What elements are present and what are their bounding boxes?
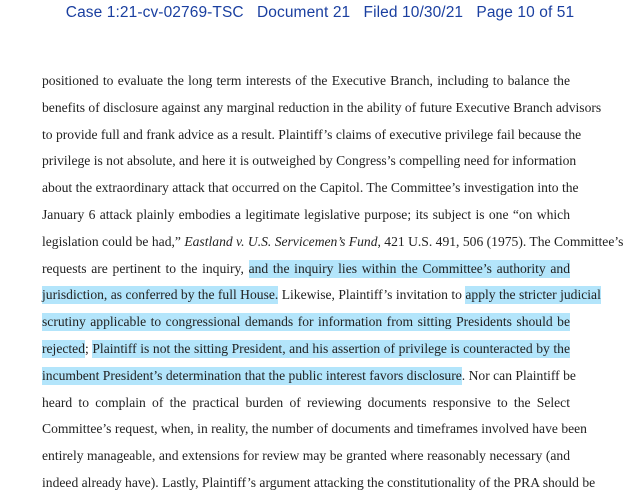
highlighted-text: scrutiny applicable to congressional demands for information from sitting Presidents should be	[42, 314, 570, 330]
text-segment: ;	[85, 340, 93, 356]
text-line	[42, 363, 576, 390]
text-line	[42, 470, 596, 497]
text-segment: benefits of disclosure against any marginal reduction in the ability of future Executive Branch advisors	[42, 99, 602, 115]
text-line	[42, 443, 570, 470]
highlighted-text: incumbent President’s determination that the public interest favors disclosure	[42, 367, 462, 383]
text-segment: Likewise, Plaintiff’s invitation to	[278, 287, 466, 303]
text-segment: about the extraordinary attack that occurred on the Capitol. The Committee’s investigation into the	[42, 180, 579, 196]
text-line	[42, 390, 570, 417]
highlighted-text: apply the stricter judicial	[465, 287, 601, 303]
text-line	[42, 282, 601, 309]
text-segment: to provide full and frank advice as a result. Plaintiff’s claims of executive privilege fail because the	[42, 126, 582, 142]
text-segment: . Nor can Plaintiff be	[461, 367, 576, 383]
text-segment: requests are pertinent to the inquiry,	[42, 260, 249, 276]
text-segment: January 6 attack plainly embodies a legitimate legislative purpose; its subject is one “on which	[42, 206, 570, 222]
text-line	[42, 68, 570, 95]
text-line	[42, 122, 582, 149]
text-segment: legislation could be had,”	[42, 233, 185, 249]
text-segment: privilege is not absolute, and here it is outweighed by Congress’s compelling need for information	[42, 153, 577, 169]
highlighted-text: Plaintiff is not the sitting President, and his assertion of privilege is counteracted by the	[92, 340, 570, 356]
text-line	[42, 175, 579, 202]
text-line	[42, 95, 602, 122]
body-paragraph	[42, 68, 624, 497]
text-segment: entirely manageable, and extensions for review may be granted where reasonably necessary (and	[42, 448, 570, 464]
highlighted-text: and the inquiry lies within the Committee’s authority and	[248, 260, 570, 276]
text-line	[42, 416, 587, 443]
text-line	[42, 256, 570, 283]
document-number: Document 21	[256, 4, 351, 21]
text-line	[42, 336, 570, 363]
highlighted-text: rejected	[42, 340, 86, 356]
page-indicator: Page 10 of 51	[476, 4, 575, 21]
filing-header	[0, 4, 640, 22]
highlighted-text: jurisdiction, as conferred by the full House.	[42, 287, 279, 303]
text-segment: heard to complain of the practical burden of reviewing documents responsive to the Select	[42, 394, 570, 410]
text-line	[42, 229, 624, 256]
text-line	[42, 202, 570, 229]
text-segment: , 421 U.S. 491, 506 (1975). The Committee’s	[377, 233, 624, 249]
case-citation: Eastland v. U.S. Servicemen’s Fund	[184, 233, 378, 249]
text-segment: Committee’s request, when, in reality, the number of documents and timeframes involved have been	[42, 421, 587, 437]
text-segment: positioned to evaluate the long term interests of the Executive Branch, including to balance the	[42, 73, 570, 88]
filed-date: Filed 10/30/21	[363, 4, 464, 21]
text-line	[42, 148, 577, 175]
text-line	[42, 309, 570, 336]
text-segment: indeed already have). Lastly, Plaintiff’s argument attacking the constitutionality of the PRA should be	[42, 474, 596, 490]
case-number: Case 1:21-cv-02769-TSC	[65, 4, 244, 21]
